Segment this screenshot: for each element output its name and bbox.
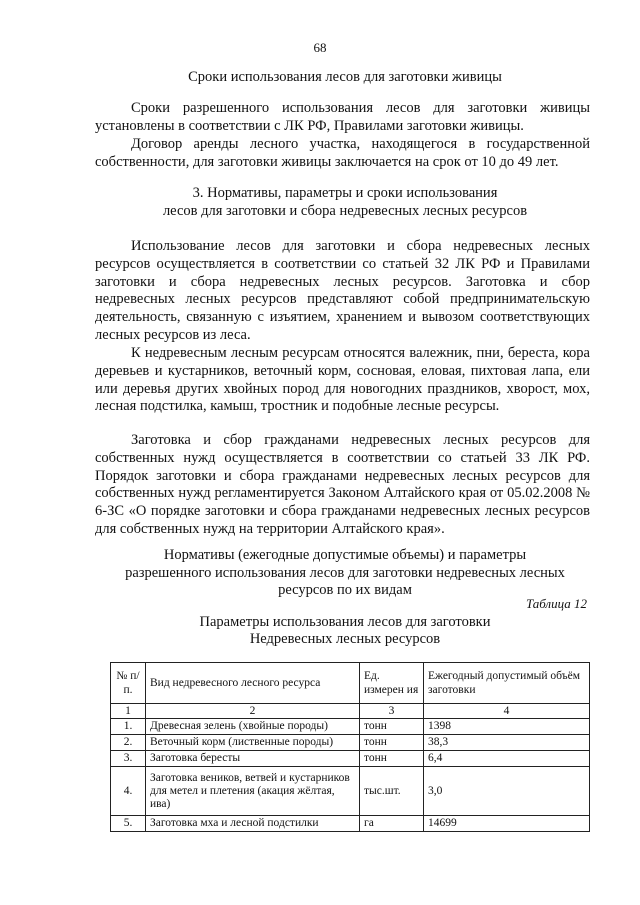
row-unit: тонн [360, 735, 424, 751]
non-timber-resources-table [110, 662, 590, 832]
index-cell: 1 [111, 704, 146, 719]
row-volume: 1398 [424, 719, 590, 735]
table-title-line2: Недревесных лесных ресурсов [249, 631, 441, 647]
row-resource: Древесная зелень (хвойные породы) [146, 719, 360, 735]
row-resource: Заготовка бересты [146, 751, 360, 767]
row-unit: га [360, 816, 424, 832]
page-number: 68 [313, 40, 327, 55]
paragraph-non-timber-use: Использование лесов для заготовки и сбора недревесных лесных ресурсов осуществляется в соответствии со статьей 32 ЛК РФ и Правилами заготовки и сбора недревесных лесных ресурсов. Заготовка и сбор недревесных лесных ресурсов представляют собой предпринимательскую деятельность, связанную с изъятием, хранением и вывозом соответствующих лесных ресурсов из леса. [95, 238, 590, 343]
table-row [111, 751, 590, 767]
section-3-title-line2: лесов для заготовки и сбора недревесных лесных ресурсов [162, 203, 528, 219]
row-num: 4. [111, 767, 146, 816]
table-row [111, 719, 590, 735]
paragraph-lease-contract: Договор аренды лесного участка, находящегося в государственной собственности, для заготовки живицы заключается на срок от 10 до 49 лет. [95, 136, 590, 170]
index-cell: 4 [424, 704, 590, 719]
section-title-resin-terms: Сроки использования лесов для заготовки живицы [188, 69, 502, 85]
section-3-title-line1: 3. Нормативы, параметры и сроки использования [192, 185, 498, 201]
header-num: № п/п. [111, 663, 146, 704]
table-title-line1: Параметры использования лесов для заготовки [199, 614, 491, 630]
header-resource-type: Вид недревесного лесного ресурса [146, 663, 360, 704]
row-resource: Заготовка веников, ветвей и кустарников для метел и плетения (акация жёлтая, ива) [146, 767, 360, 816]
normatives-heading-line1: Нормативы (ежегодные допустимые объемы) и параметры [163, 547, 527, 563]
index-cell: 3 [360, 704, 424, 719]
row-unit: тонн [360, 719, 424, 735]
row-num: 2. [111, 735, 146, 751]
table-row [111, 767, 590, 816]
table-caption: Таблица 12 [525, 596, 587, 611]
normatives-heading-line2: разрешенного использования лесов для заготовки недревесных лесных [125, 565, 565, 581]
paragraph-citizen-collection: Заготовка и сбор гражданами недревесных лесных ресурсов для собственных нужд осуществляется в соответствии со статьей 33 ЛК РФ. Порядок заготовки и сбора гражданами недревесных лесных ресурсов для собственных нужд регламентируется Законом Алтайского края от 05.02.2008 № 6-ЗС «О порядке заготовки и сбора гражданами недревесных лесных ресурсов для собственных нужд на территории Алтайского края». [95, 432, 590, 537]
row-resource: Веточный корм (лиственные породы) [146, 735, 360, 751]
table-header-row [111, 663, 590, 704]
row-volume: 14699 [424, 816, 590, 832]
header-unit: Ед. измерен ия [360, 663, 424, 704]
row-num: 1. [111, 719, 146, 735]
row-volume: 6,4 [424, 751, 590, 767]
row-volume: 3,0 [424, 767, 590, 816]
table-index-row [111, 704, 590, 719]
row-resource: Заготовка мха и лесной подстилки [146, 816, 360, 832]
row-unit: тонн [360, 751, 424, 767]
row-unit: тыс.шт. [360, 767, 424, 816]
row-num: 5. [111, 816, 146, 832]
paragraph-non-timber-list: К недревесным лесным ресурсам относятся валежник, пни, береста, кора деревьев и кустарников, веточный корм, сосновая, еловая, пихтовая лапа, ели или деревья других хвойных пород для новогодних праздников, хворост, мох, лесная подстилка, камыш, тростник и подобные лесные ресурсы. [95, 345, 590, 415]
paragraph-resin-terms: Сроки разрешенного использования лесов для заготовки живицы установлены в соответствии с ЛК РФ, Правилами заготовки живицы. [95, 100, 590, 134]
row-volume: 38,3 [424, 735, 590, 751]
row-num: 3. [111, 751, 146, 767]
normatives-heading-line3: ресурсов по их видам [278, 582, 412, 598]
table-row [111, 816, 590, 832]
table-row [111, 735, 590, 751]
index-cell: 2 [146, 704, 360, 719]
header-annual-volume: Ежегодный допустимый объём заготовки [424, 663, 590, 704]
